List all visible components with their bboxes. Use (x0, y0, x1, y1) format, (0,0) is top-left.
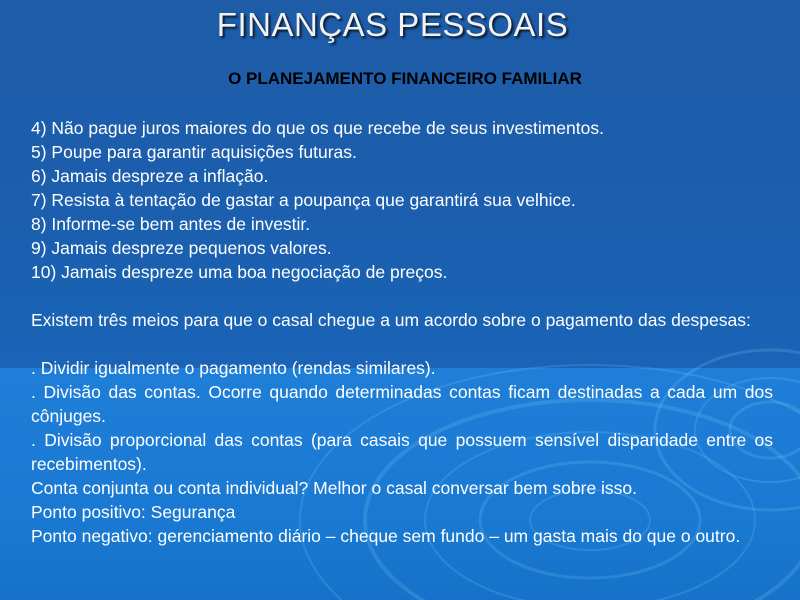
intro-paragraph: Existem três meios para que o casal chegue a um acordo sobre o pagamento das despesas: (31, 310, 751, 330)
tip-item: 8) Informe-se bem antes de investir. (31, 214, 311, 234)
positive-point: Ponto positivo: Segurança (31, 502, 236, 522)
method-item: . Divisão das contas. Ocorre quando determinadas contas ficam destinadas a cada um dos cônjuges. (31, 382, 773, 426)
tip-item: 7) Resista à tentação de gastar a poupança que garantirá sua velhice. (31, 190, 576, 210)
tip-item: 10) Jamais despreze uma boa negociação de preços. (31, 262, 448, 282)
tip-item: 9) Jamais despreze pequenos valores. (31, 238, 332, 258)
slide-title: FINANÇAS PESSOAIS (216, 6, 569, 43)
tip-item: 5) Poupe para garantir aquisições futuras. (31, 142, 357, 162)
method-item: . Dividir igualmente o pagamento (rendas similares). (31, 358, 436, 378)
spacer (31, 284, 773, 308)
negative-point: Ponto negativo: gerenciamento diário – cheque sem fundo – um gasta mais do que o outro. (31, 526, 741, 546)
slide-subtitle: O PLANEJAMENTO FINANCEIRO FAMILIAR (228, 69, 582, 88)
method-item: . Divisão proporcional das contas (para casais que possuem sensível disparidade entre os recebimentos). (31, 430, 773, 474)
tip-item: 6) Jamais despreze a inflação. (31, 166, 269, 186)
account-question: Conta conjunta ou conta individual? Melhor o casal conversar bem sobre isso. (31, 478, 638, 498)
slide-body (31, 116, 773, 548)
tip-item: 4) Não pague juros maiores do que os que recebe de seus investimentos. (31, 118, 604, 138)
spacer (31, 332, 773, 356)
